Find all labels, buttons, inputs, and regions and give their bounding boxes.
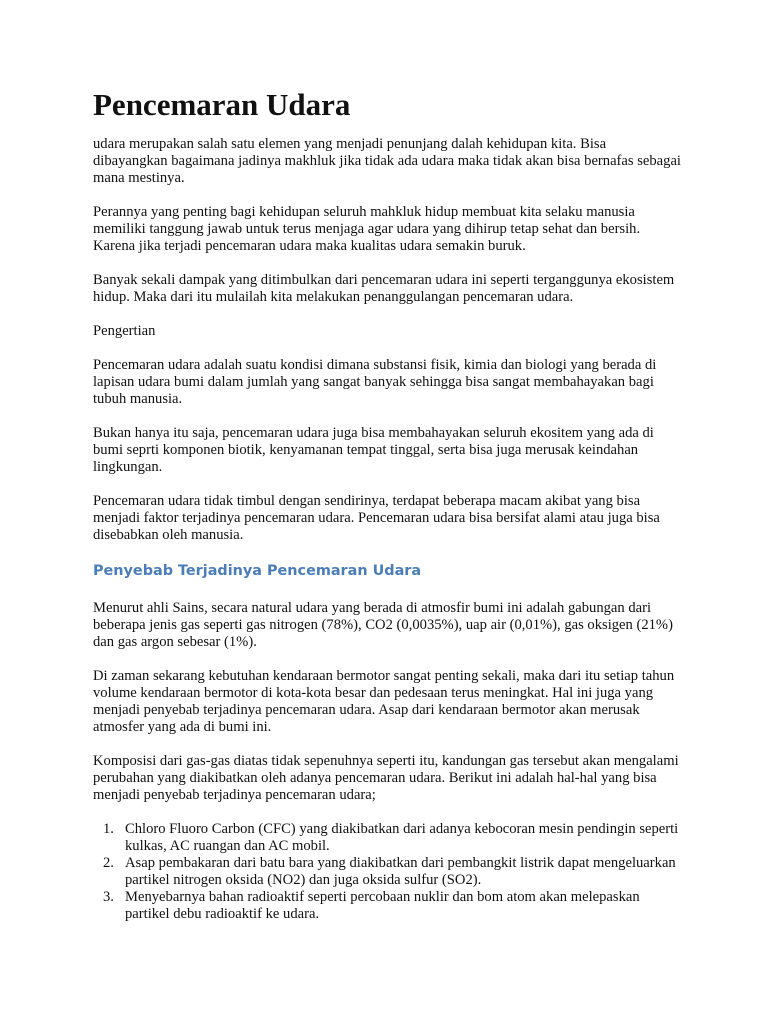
list-item-number: 3. [103,889,114,905]
intro-paragraph-3: Banyak sekali dampak yang ditimbulkan dari pencemaran udara ini seperti terganggunya ekosistem hidup. Maka dari itu mulailah kita melakukan penanggulangan pencemaran udara. [93,272,675,305]
intro-paragraph-5: Pencemaran udara adalah suatu kondisi dimana substansi fisik, kimia dan biologi yang berada di lapisan udara bumi dalam jumlah yang sangat banyak sehingga bisa sangat membahayakan bagi tubuh manusia. [93,357,657,407]
intro-paragraph-2: Perannya yang penting bagi kehidupan seluruh mahkluk hidup membuat kita selaku manusia memiliki tanggung jawab untuk terus menjaga agar udara yang dihirup tetap sehat dan bersih. Karena jika terjadi pencemaran udara maka kualitas udara semakin buruk. [93,204,641,254]
list-item-number: 1. [103,821,114,837]
list-item-number: 2. [103,855,114,871]
list-item [93,855,683,889]
causes-list [93,821,683,923]
section-paragraph-2: Di zaman sekarang kebutuhan kendaraan bermotor sangat penting sekali, maka dari itu setiap tahun volume kendaraan bermotor di kota-kota besar dan pedesaan terus meningkat. Hal ini juga yang menjadi penyebab terjadinya pencemaran udara. Asap dari kendaraan bermotor akan merusak atmosfer yang ada di bumi ini. [93,668,675,735]
section-paragraph-1: Menurut ahli Sains, secara natural udara yang berada di atmosfir bumi ini adalah gabungan dari beberapa jenis gas seperti gas nitrogen (78%), CO2 (0,0035%), uap air (0,01%), gas oksigen (21%) dan gas argon sebesar (1%). [93,600,673,650]
document-page [93,86,683,923]
section-paragraph-3: Komposisi dari gas-gas diatas tidak sepenuhnya seperti itu, kandungan gas tersebut akan mengalami perubahan yang diakibatkan oleh adanya pencemaran udara. Berikut ini adalah hal-hal yang bisa menjadi penyebab terjadinya pencemaran udara; [93,753,679,803]
intro-paragraph-7: Pencemaran udara tidak timbul dengan sendirinya, terdapat beberapa macam akibat yang bisa menjadi faktor terjadinya pencemaran udara. Pencemaran udara bisa bersifat alami atau juga bisa disebabkan oleh manusia. [93,493,660,543]
list-item-text: Asap pembakaran dari batu bara yang diakibatkan dari pembangkit listrik dapat mengeluarkan partikel nitrogen oksida (NO2) dan juga oksida sulfur (SO2). [125,855,676,888]
list-item [93,889,683,923]
list-item [93,821,683,855]
intro-paragraph-6: Bukan hanya itu saja, pencemaran udara juga bisa membahayakan seluruh ekositem yang ada di bumi seprti komponen biotik, kenyamanan tempat tinggal, serta bisa juga merusak keindahan lingkungan. [93,425,654,475]
document-title: Pencemaran Udara [93,87,351,122]
section-heading: Penyebab Terjadinya Pencemaran Udara [93,563,422,579]
list-item-text: Chloro Fluoro Carbon (CFC) yang diakibatkan dari adanya kebocoran mesin pendingin seperti kulkas, AC ruangan dan AC mobil. [125,821,679,854]
pengertian-label: Pengertian [93,323,156,339]
intro-paragraph-1: udara merupakan salah satu elemen yang menjadi penunjang dalah kehidupan kita. Bisa dibayangkan bagaimana jadinya makhluk jika tidak ada udara maka tidak akan bisa bernafas sebagai mana mestinya. [93,136,681,186]
list-item-text: Menyebarnya bahan radioaktif seperti percobaan nuklir dan bom atom akan melepaskan partikel debu radioaktif ke udara. [125,889,640,922]
